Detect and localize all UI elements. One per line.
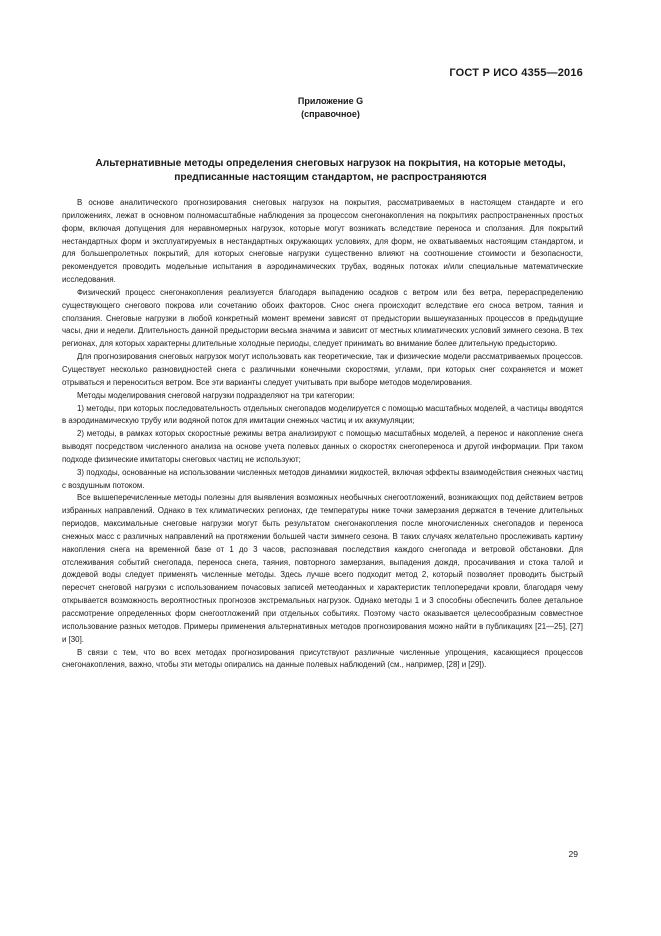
- paragraph: В основе аналитического прогнозирования снеговых нагрузок на покрытия, рассматриваемых в настоящем стандарте и его приложениях, лежат в основном полномасштабные наблюдения за процессом снегонакопления на покрытиях распространенных простых форм, включая допущения для неравномерных нагрузок, которые могут возникать вследствие переноса и сползания. Для покрытий нестандартных форм и эксплуатируемых в нестандартных окружающих условиях, для форм, не охватываемых настоящим стандартом, и для большепролетных покрытий, для которых снеговые нагрузки существенно влияют на соотношение стоимости и безопасности, рекомендуется проводить модельные испытания в аэродинамических трубах, водяных потоках и/или специальные математические исследования.: [62, 198, 583, 285]
- paragraph: В связи с тем, что во всех методах прогнозирования присутствуют различные численные упрощения, касающиеся процессов снегонакопления, важно, чтобы эти методы опирались на данные полевых наблюдений (см., например, [28] и [29]).: [62, 647, 583, 670]
- section-title: Альтернативные методы определения снеговых нагрузок на покрытия, на которые методы, предписанные настоящим стандартом, не распространяются: [95, 158, 566, 183]
- list-item: 1) методы, при которых последовательность отдельных снегопадов моделируется с помощью масштабных моделей, а частицы вводятся в аэродинамическую трубу или водяной поток для имитации снежных частиц и их аккумуляции;: [62, 403, 583, 426]
- paragraph: Физический процесс снегонакопления реализуется благодаря выпадению осадков с ветром или без ветра, перераспределению существующего снегового покрова или сочетанию обоих факторов. Снос снега происходит вследствие его сноса ветром, таяния и сползания. Снеговые нагрузки в любой конкретный момент времени зависят от предыстории вышеуказанных процессов в предыдущие часы, дни и недели. Длительность данной предыстории весьма значима и зависит от местных климатических условий зимнего сезона. В тех регионах, для которых характерны длительные холодные периоды, следует принимать во внимание более длительную предысторию.: [62, 287, 583, 349]
- list-item: 2) методы, в рамках которых скоростные режимы ветра анализируют с помощью масштабных моделей, а перенос и накопление снега выводят посредством численного анализа на основе учета полевых данных о скоростях снегопереноса и другой информации. При таком подходе физические имитаторы снеговых частиц не используют;: [62, 429, 583, 464]
- appendix-type: (справочное): [301, 109, 360, 119]
- standard-code: ГОСТ Р ИСО 4355—2016: [449, 67, 583, 79]
- body-text: [62, 197, 583, 672]
- page-number: 29: [568, 849, 578, 859]
- appendix-label: Приложение G: [297, 96, 364, 106]
- appendix-heading: [0, 95, 661, 121]
- paragraph: Для прогнозирования снеговых нагрузок могут использовать как теоретические, так и физические модели рассматриваемых процессов. Существует несколько разновидностей снега с различными конечными скоростями, углами, при которых снег сохраняется и может отрываться и переноситься ветром. Все эти варианты следует учитывать при выборе методов моделирования.: [62, 352, 583, 387]
- paragraph: Все вышеперечисленные методы полезны для выявления возможных необычных снегоотложений, возникающих под действием ветров избранных направлений. Однако в тех климатических регионах, где температуры ниже точки замерзания держатся в течение длительных периодов, максимальные снеговые нагрузки могут быть результатом снегонакопления после многочисленных снегопадов и переноса снежных масс с различных направлений на протяжении большей части зимнего сезона. В таких случаях желательно прослеживать картину накопления снега на временной базе от 1 до 3 часов, распознавая последствия каждого снегопада и ветровой обстановки. Для отслеживания событий снегопада, переноса снега, таяния, повторного замерзания, выпадения дождя, просачивания и стока талой и дождевой воды следует применять численные методы. Здесь лучше всего подходит метод 2, который позволяет проводить быстрый пересчет снеговой нагрузки с использованием почасовых записей метеоданных и характеристик теплопередачи кровли, благодаря чему открывается возможность вероятностных прогнозов экстремальных нагрузок. Однако методы 1 и 3 способны обеспечить более детальное рассмотрение определенных форм снегоотложений при отдельных событиях. Поэтому часто оказывается целесообразным совместное использование разных методов. Примеры применения альтернативных методов прогнозирования можно найти в публикациях [21—25], [27] и [30].: [62, 493, 583, 644]
- paragraph: Методы моделирования снеговой нагрузки подразделяют на три категории:: [77, 390, 355, 400]
- list-item: 3) подходы, основанные на использовании численных методов динамики жидкостей, включая эффекты взаимодействия снежных частиц с воздушным потоком.: [62, 467, 583, 490]
